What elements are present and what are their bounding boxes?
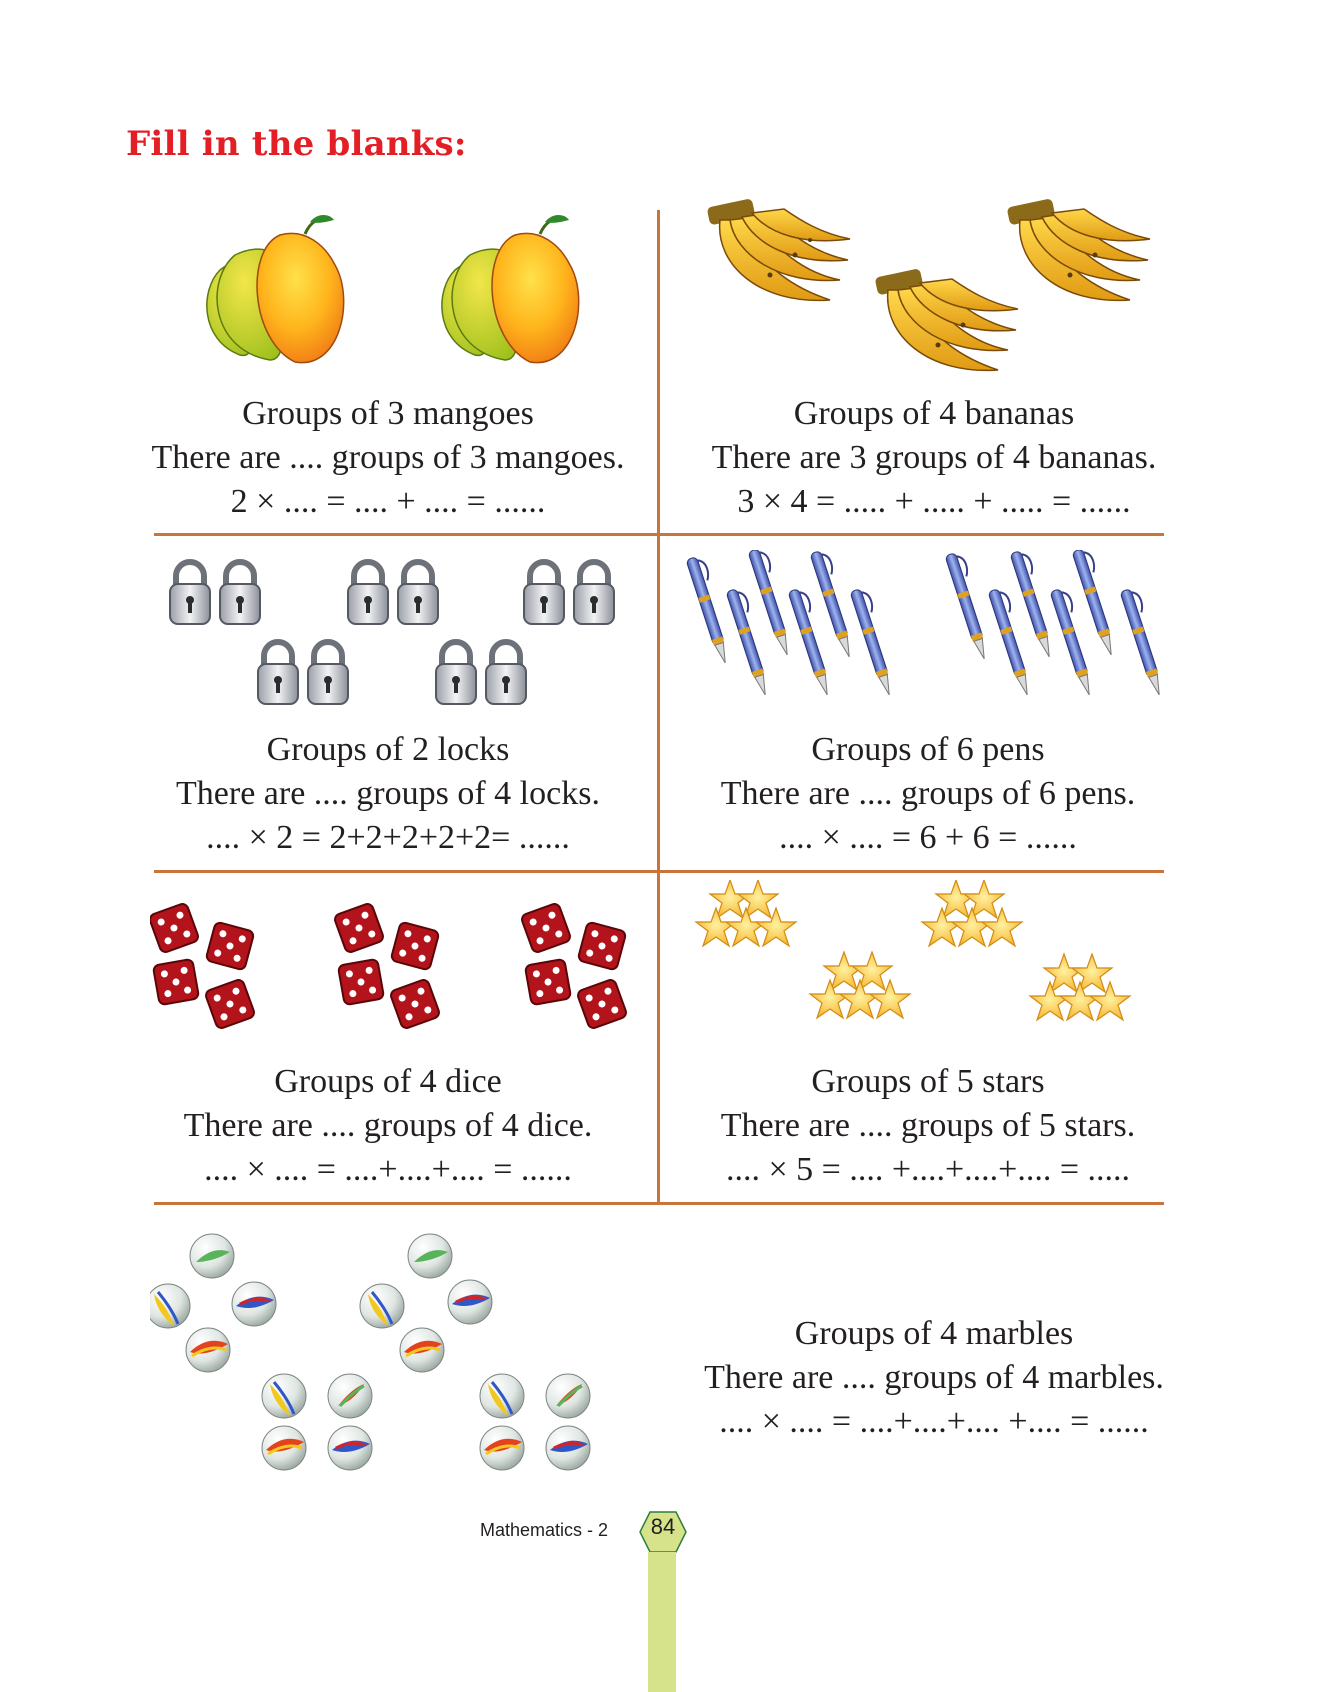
page-tab-bar <box>648 1552 676 1692</box>
mango-icon <box>442 215 579 363</box>
dice-title: Groups of 4 dice <box>274 1063 502 1100</box>
fountain-pen-icon <box>686 555 737 665</box>
star-sentence: There are .... groups of 5 stars. <box>720 1107 1136 1144</box>
mango-caption <box>108 392 668 524</box>
pen-sentence: There are .... groups of 6 pens. <box>720 775 1136 812</box>
marble-icon <box>448 1280 492 1324</box>
mango-group-picture <box>190 210 610 370</box>
pen-title: Groups of 6 pens <box>811 731 1045 768</box>
star-icon <box>1030 954 1130 1020</box>
dice-group-picture <box>150 900 630 1040</box>
marble-icon <box>408 1234 452 1278</box>
marble-icon <box>328 1374 372 1418</box>
marble-icon <box>546 1374 590 1418</box>
marble-icon <box>546 1426 590 1470</box>
dice-icon <box>333 902 440 1029</box>
padlock-icon <box>348 562 388 624</box>
padlock-icon <box>524 562 564 624</box>
padlock-icon <box>258 642 298 704</box>
banana-bunch-icon <box>707 198 850 300</box>
dice-equation: .... × .... = ....+....+.... = ...... <box>204 1151 572 1188</box>
fountain-pen-icon <box>748 550 799 657</box>
star-icon <box>810 952 910 1018</box>
banana-title: Groups of 4 bananas <box>793 395 1075 432</box>
star-group-picture <box>690 880 1170 1040</box>
marble-sentence: There are .... groups of 4 marbles. <box>704 1359 1164 1396</box>
padlock-icon <box>220 562 260 624</box>
padlock-icon <box>436 642 476 704</box>
star-caption <box>648 1060 1208 1192</box>
marble-icon <box>232 1282 276 1326</box>
pen-group-picture <box>680 550 1200 710</box>
mango-sentence: There are .... groups of 3 mangoes. <box>151 439 625 476</box>
lock-caption <box>108 728 668 860</box>
marble-icon <box>360 1284 404 1328</box>
lock-sentence: There are .... groups of 4 locks. <box>176 775 600 812</box>
fountain-pen-icon <box>1120 587 1171 697</box>
marble-icon <box>150 1284 190 1328</box>
dice-icon <box>520 902 627 1029</box>
banana-sentence: There are 3 groups of 4 bananas. <box>711 439 1157 476</box>
marble-icon <box>328 1426 372 1470</box>
fountain-pen-icon <box>810 550 861 659</box>
padlock-icon <box>486 642 526 704</box>
marble-equation: .... × .... = ....+....+.... +.... = ...... <box>719 1403 1149 1440</box>
mango-equation: 2 × .... = .... + .... = ...... <box>230 483 546 520</box>
marble-icon <box>186 1328 230 1372</box>
lock-equation: .... × 2 = 2+2+2+2+2= ...... <box>206 819 570 856</box>
horizontal-divider-1 <box>154 533 1164 536</box>
padlock-icon <box>398 562 438 624</box>
dice-sentence: There are .... groups of 4 dice. <box>183 1107 593 1144</box>
vertical-divider <box>657 210 660 1205</box>
pen-equation: .... × .... = 6 + 6 = ...... <box>779 819 1077 856</box>
marble-icon <box>480 1374 524 1418</box>
star-title: Groups of 5 stars <box>811 1063 1045 1100</box>
horizontal-divider-3 <box>154 1202 1164 1205</box>
lock-title: Groups of 2 locks <box>266 731 510 768</box>
mango-title: Groups of 3 mangoes <box>242 395 534 432</box>
star-equation: .... × 5 = .... +....+....+.... = ..... <box>725 1151 1131 1188</box>
banana-caption <box>654 392 1214 524</box>
banana-bunch-icon <box>875 268 1018 370</box>
banana-equation: 3 × 4 = ..... + ..... + ..... = ...... <box>737 483 1131 520</box>
dice-caption <box>108 1060 668 1192</box>
banana-bunch-icon <box>1007 198 1150 300</box>
dice-icon <box>150 902 256 1029</box>
marble-icon <box>400 1328 444 1372</box>
marble-caption <box>654 1312 1214 1444</box>
fountain-pen-icon <box>945 551 996 661</box>
star-icon <box>922 880 1022 946</box>
pen-caption <box>648 728 1208 860</box>
padlock-icon <box>170 562 210 624</box>
star-icon <box>696 880 796 946</box>
marble-title: Groups of 4 marbles <box>794 1315 1074 1352</box>
page-number: 84 <box>650 1514 676 1539</box>
marble-icon <box>480 1426 524 1470</box>
mango-icon <box>207 215 344 363</box>
padlock-icon <box>574 562 614 624</box>
banana-group-picture <box>700 195 1170 395</box>
fountain-pen-icon <box>850 587 901 697</box>
marble-group-picture <box>150 1230 640 1480</box>
subject-label: Mathematics - 2 <box>480 1520 609 1540</box>
marble-icon <box>262 1374 306 1418</box>
padlock-icon <box>308 642 348 704</box>
marble-icon <box>190 1234 234 1278</box>
fountain-pen-icon <box>1072 550 1123 657</box>
worksheet-heading: Fill in the blanks: <box>126 124 467 164</box>
marble-icon <box>262 1426 306 1470</box>
horizontal-divider-2 <box>154 870 1164 873</box>
fountain-pen-icon <box>1010 550 1061 659</box>
lock-group-picture <box>160 552 620 722</box>
